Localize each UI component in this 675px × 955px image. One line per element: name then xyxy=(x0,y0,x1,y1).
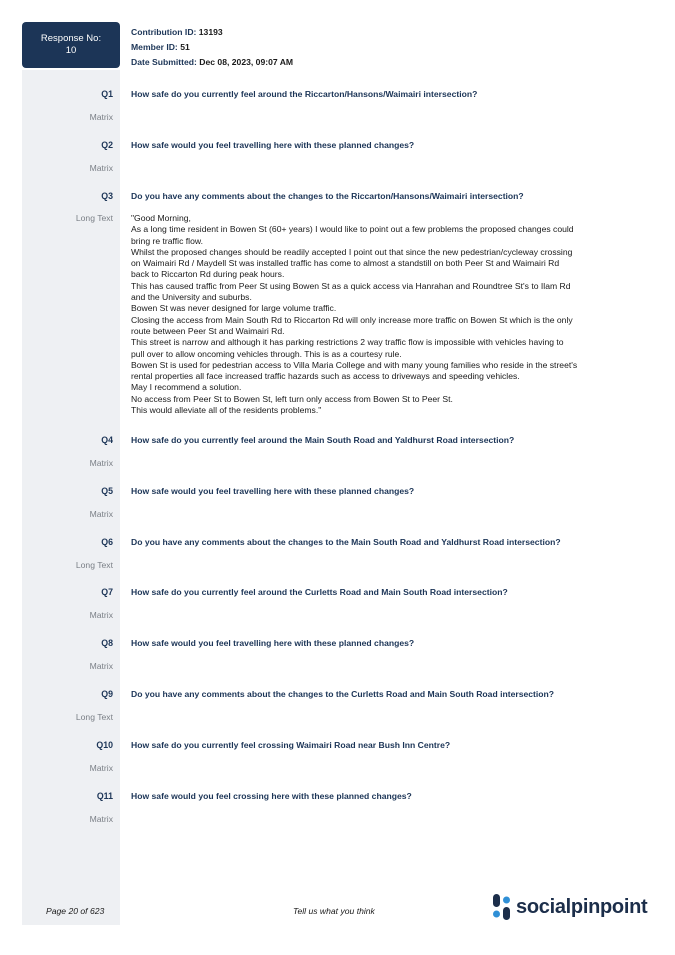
member-id: 51 xyxy=(180,42,190,52)
answer-line: rental properties all face increased traffic hazards such as access to driveways and speeding vehicles. xyxy=(131,371,520,382)
submission-meta xyxy=(131,25,293,70)
answer-line: As a long time resident in Bowen St (60+ years) I would like to point out a few problems the proposed changes could xyxy=(131,224,574,235)
socialpinpoint-logo xyxy=(492,894,647,920)
question-text: How safe do you currently feel around the Curletts Road and Main South Road intersection? xyxy=(131,587,508,597)
answer-line: This street is narrow and although it has parking restrictions 2 way traffic flow is impossible with vehicles having to xyxy=(131,337,564,348)
question-type: Long Text xyxy=(75,712,113,722)
question-number: Q9 xyxy=(101,689,113,699)
answer-line: on Waimairi Rd / Maydell St was installed traffic has come to almost a standstill on both Peer St and Waimairi Rd xyxy=(131,258,560,269)
question-type: Matrix xyxy=(89,610,113,620)
answer-line: and the University and suburbs. xyxy=(131,292,252,303)
answer-line: Whilst the proposed changes should be readily accepted I point out that since the new pedestrian/cycleway crossing xyxy=(131,246,573,257)
question-type: Matrix xyxy=(89,509,113,519)
logo-wordmark: socialpinpoint xyxy=(516,895,648,918)
question-number: Q3 xyxy=(101,191,113,201)
question-text: How safe do you currently feel around the Main South Road and Yaldhurst Road intersection? xyxy=(131,435,515,445)
answer-line: bring re traffic flow. xyxy=(131,235,203,246)
question-text: How safe would you feel travelling here with these planned changes? xyxy=(131,140,415,150)
answer-line: This has caused traffic from Peer St using Bowen St as a quick access via Hanrahan and Roundtree St's to Ilam Rd xyxy=(131,280,571,291)
question-type: Matrix xyxy=(89,814,113,824)
question-text: Do you have any comments about the changes to the Curletts Road and Main South Road intersection? xyxy=(131,689,555,699)
question-text: How safe would you feel travelling here with these planned changes? xyxy=(131,486,415,496)
question-type: Matrix xyxy=(89,458,113,468)
answer-line: No access from Peer St to Bowen St, left turn only access from Bowen St to Peer St. xyxy=(131,393,453,404)
question-text: Do you have any comments about the changes to the Main South Road and Yaldhurst Road intersection? xyxy=(131,537,561,547)
answer-line: Bowen St was never designed for large volume traffic. xyxy=(131,303,337,314)
footer-tagline: Tell us what you think xyxy=(293,906,375,916)
question-type: Matrix xyxy=(89,763,113,773)
question-type: Long Text xyxy=(75,560,113,570)
answer-line: route between Peer St and Waimairi Rd. xyxy=(131,325,285,336)
response-number-badge xyxy=(22,22,120,68)
question-number: Q4 xyxy=(101,435,113,445)
pinpoint-logo-icon xyxy=(492,894,512,920)
contribution-id: 13193 xyxy=(198,27,223,37)
answer-line: Closing the access from Main South Rd to Riccarton Rd will only increase more traffic on Bowen St which is the only xyxy=(131,314,573,325)
answer-line: This would alleviate all of the residents problems." xyxy=(131,405,322,416)
question-number: Q8 xyxy=(101,638,113,648)
question-text: Do you have any comments about the changes to the Riccarton/Hansons/Waimairi intersection? xyxy=(131,191,524,201)
question-number: Q5 xyxy=(101,486,113,496)
answer-line: Bowen St is used for pedestrian access to Villa Maria College and with many young families who reside in the street's xyxy=(131,359,578,370)
question-number: Q11 xyxy=(96,791,113,801)
contribution-label: Contribution ID: xyxy=(131,27,197,37)
question-text: How safe would you feel travelling here with these planned changes? xyxy=(131,638,415,648)
question-type: Matrix xyxy=(89,112,113,122)
answer-line: May I recommend a solution. xyxy=(131,382,242,393)
question-type: Long Text xyxy=(75,213,113,223)
question-number: Q6 xyxy=(101,537,113,547)
question-number: Q1 xyxy=(101,89,113,99)
question-text: How safe would you feel crossing here with these planned changes? xyxy=(131,791,412,801)
question-type: Matrix xyxy=(89,163,113,173)
response-label: Response No: xyxy=(40,33,102,44)
response-number: 10 xyxy=(65,45,77,56)
date-label: Date Submitted: xyxy=(131,57,197,67)
answer-line: pull over to allow oncoming vehicles through. This is as a courtesy rule. xyxy=(131,348,402,359)
question-number: Q10 xyxy=(96,740,113,750)
question-text: How safe do you currently feel around the Riccarton/Hansons/Waimairi intersection? xyxy=(131,89,478,99)
question-number: Q7 xyxy=(101,587,113,597)
q3-answer-text xyxy=(131,213,631,416)
question-number: Q2 xyxy=(101,140,113,150)
page-number: Page 20 of 623 xyxy=(46,906,105,916)
date-submitted: Dec 08, 2023, 09:07 AM xyxy=(199,57,294,67)
answer-line: "Good Morning, xyxy=(131,213,191,223)
answer-line: back to Riccarton Rd during peak hours. xyxy=(131,269,285,280)
member-label: Member ID: xyxy=(131,42,178,52)
question-text: How safe do you currently feel crossing Waimairi Road near Bush Inn Centre? xyxy=(131,740,451,750)
question-type: Matrix xyxy=(89,661,113,671)
